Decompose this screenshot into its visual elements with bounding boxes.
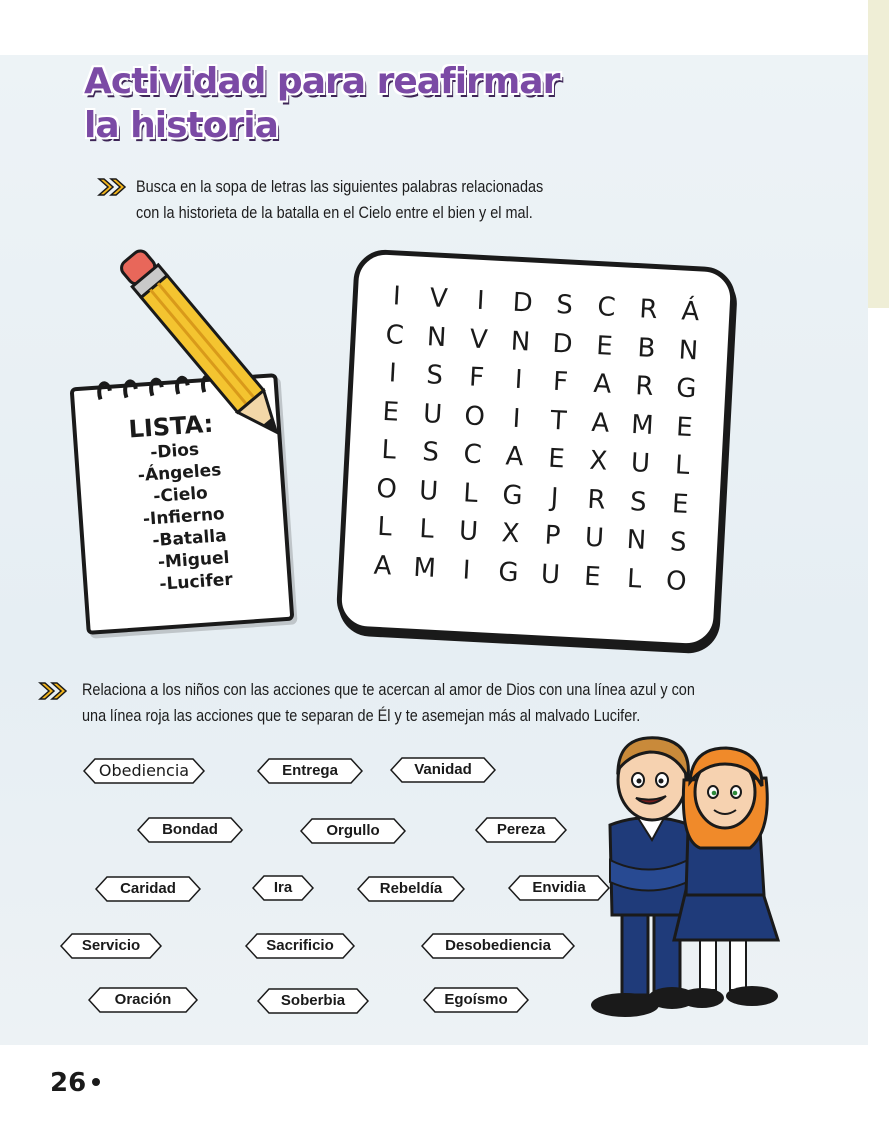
action-label: Soberbia — [280, 992, 346, 1009]
word-search-cell[interactable]: M — [630, 409, 655, 441]
word-search-cell[interactable]: I — [392, 281, 402, 312]
word-search-cell[interactable]: U — [418, 475, 439, 507]
list-item: -Cielo — [152, 483, 209, 507]
word-search-cell[interactable]: B — [636, 332, 657, 364]
action-label: Servicio — [81, 937, 141, 954]
word-search-cell[interactable]: O — [375, 473, 398, 505]
word-search-cell[interactable]: D — [511, 287, 534, 319]
word-search-cell[interactable]: L — [380, 434, 397, 466]
word-search-cell[interactable]: A — [590, 407, 611, 439]
word-search-cell[interactable]: F — [552, 366, 569, 398]
double-chevron-icon — [97, 176, 131, 198]
action-tag-sacrificio[interactable] — [245, 933, 355, 959]
word-search-cell[interactable]: I — [513, 364, 524, 396]
word-search-cell[interactable]: C — [462, 439, 483, 471]
word-search-cell[interactable]: X — [588, 445, 609, 477]
word-search-cell[interactable]: E — [381, 396, 400, 428]
title-line-1: Actividad para reafirmar — [84, 61, 560, 102]
word-search-cell[interactable]: E — [675, 411, 694, 443]
page-number: 26 — [50, 1068, 87, 1098]
instruction-2-line-2: una línea roja las acciones que te separan de Él y te asemejan más al malvado Lucifer. — [82, 706, 641, 725]
page-number-dot — [92, 1078, 100, 1086]
word-search-cell[interactable]: E — [595, 330, 614, 362]
word-search-cell[interactable]: T — [549, 405, 568, 437]
word-search-cell[interactable]: N — [510, 326, 532, 358]
word-search-cell[interactable]: G — [501, 479, 524, 511]
action-tag-caridad[interactable] — [95, 876, 201, 902]
word-search-cell[interactable]: U — [630, 448, 651, 479]
word-search-cell[interactable]: J — [549, 482, 560, 513]
page-title — [84, 60, 559, 148]
action-label: Bondad — [162, 821, 218, 838]
action-tag-oracion[interactable] — [88, 987, 198, 1013]
word-search-board — [335, 248, 736, 649]
action-tag-egoismo[interactable] — [423, 987, 529, 1013]
word-search-cell[interactable]: M — [412, 552, 437, 584]
word-search-cell[interactable]: O — [665, 565, 688, 597]
list-item: -Infierno — [142, 504, 226, 530]
word-search-cell[interactable]: Á — [680, 296, 701, 328]
word-search-cell[interactable]: S — [421, 437, 440, 468]
word-search-cell[interactable]: E — [583, 561, 602, 593]
action-label: Obediencia — [98, 761, 190, 780]
word-search-cell[interactable]: E — [547, 443, 566, 475]
side-tab-strip — [868, 0, 889, 308]
action-tag-ira[interactable] — [252, 875, 314, 901]
word-search-cell[interactable]: U — [540, 558, 561, 590]
word-search-cell[interactable]: V — [429, 283, 449, 315]
word-search-cell[interactable]: A — [504, 441, 525, 473]
word-search-cell[interactable]: N — [426, 321, 448, 353]
list-item: -Lucifer — [158, 569, 234, 595]
word-search-cell[interactable]: S — [425, 360, 444, 392]
list-item: -Batalla — [151, 525, 228, 552]
word-search-cell[interactable]: N — [677, 334, 699, 366]
action-label: Envidia — [532, 879, 586, 896]
action-label: Orgullo — [326, 822, 380, 839]
word-search-cell[interactable]: G — [675, 373, 698, 405]
word-search-cell[interactable]: I — [511, 403, 522, 434]
action-label: Oración — [114, 991, 172, 1008]
action-tag-entrega[interactable] — [257, 758, 363, 784]
word-search-cell[interactable]: R — [634, 371, 655, 403]
word-search-cell[interactable]: F — [468, 362, 485, 394]
word-search-grid — [361, 276, 713, 601]
word-search-cell[interactable]: L — [376, 511, 393, 543]
action-tag-soberbia[interactable] — [257, 988, 369, 1014]
word-search-cell[interactable]: O — [463, 400, 486, 432]
word-search-cell[interactable]: R — [586, 484, 607, 516]
action-tag-bondad[interactable] — [137, 817, 243, 843]
list-item: -Ángeles — [137, 460, 222, 486]
action-tag-rebeldia[interactable] — [357, 876, 465, 902]
word-search-cell[interactable]: I — [461, 554, 472, 586]
word-search-cell[interactable]: L — [674, 450, 691, 482]
action-label: Rebeldía — [379, 880, 443, 897]
action-label: Caridad — [120, 880, 176, 897]
word-search-cell[interactable]: S — [669, 527, 688, 558]
action-tag-desobediencia[interactable] — [421, 933, 575, 959]
title-line-2: la historia — [84, 105, 278, 146]
word-search-cell[interactable]: S — [629, 486, 648, 518]
word-search-cell[interactable]: N — [625, 524, 647, 556]
pencil-icon — [120, 240, 290, 455]
action-tag-pereza[interactable] — [475, 817, 567, 843]
word-search-cell[interactable]: V — [468, 323, 489, 355]
double-chevron-icon — [38, 680, 72, 702]
word-search-cell[interactable]: X — [500, 518, 521, 550]
action-label: Egoísmo — [444, 991, 508, 1008]
word-search-cell[interactable]: U — [458, 516, 479, 548]
children-illustration — [580, 730, 805, 1025]
word-search-cell[interactable]: R — [638, 294, 659, 326]
instruction-1-line-2: con la historieta de la batalla en el Cielo entre el bien y el mal. — [136, 203, 533, 222]
instruction-2-line-1: Relaciona a los niños con las acciones que te acercan al amor de Dios con una línea azul y con — [82, 680, 695, 699]
word-search-cell[interactable]: I — [388, 358, 398, 389]
action-label: Sacrificio — [266, 937, 334, 954]
action-tag-servicio[interactable] — [60, 933, 162, 959]
word-search-cell[interactable]: L — [626, 563, 643, 595]
list-item: -Dios — [149, 439, 200, 464]
action-label: Entrega — [282, 762, 338, 779]
instruction-match-actions — [82, 677, 830, 729]
action-tag-obediencia[interactable] — [83, 758, 205, 784]
word-search-cell[interactable]: A — [373, 550, 393, 582]
list-item: -Miguel — [157, 547, 231, 573]
word-search-cell[interactable]: P — [543, 520, 562, 552]
word-search-cell[interactable]: U — [584, 522, 605, 554]
word-search-cell[interactable]: L — [462, 477, 479, 509]
action-tag-orgullo[interactable] — [300, 818, 406, 844]
instruction-1-line-1: Busca en la sopa de letras las siguientes palabras relacionadas — [136, 177, 544, 196]
word-search-cell[interactable]: A — [592, 368, 613, 400]
instruction-word-search — [136, 174, 578, 226]
word-search-cell[interactable]: C — [596, 292, 617, 323]
action-tag-vanidad[interactable] — [390, 757, 496, 783]
word-search-cell[interactable]: D — [551, 328, 574, 360]
action-label: Desobediencia — [445, 937, 551, 954]
word-search-cell[interactable]: S — [555, 289, 574, 321]
word-search-cell[interactable]: L — [418, 514, 435, 545]
word-search-cell[interactable]: E — [671, 488, 690, 520]
word-search-cell[interactable]: U — [422, 398, 443, 430]
action-label: Vanidad — [414, 761, 472, 778]
list-title: LISTA: — [127, 409, 215, 444]
word-search-cell[interactable]: I — [476, 285, 486, 317]
action-label: Pereza — [496, 821, 546, 838]
action-label: Ira — [273, 879, 293, 896]
word-search-cell[interactable]: C — [384, 319, 405, 351]
word-search-cell[interactable]: G — [497, 556, 520, 588]
